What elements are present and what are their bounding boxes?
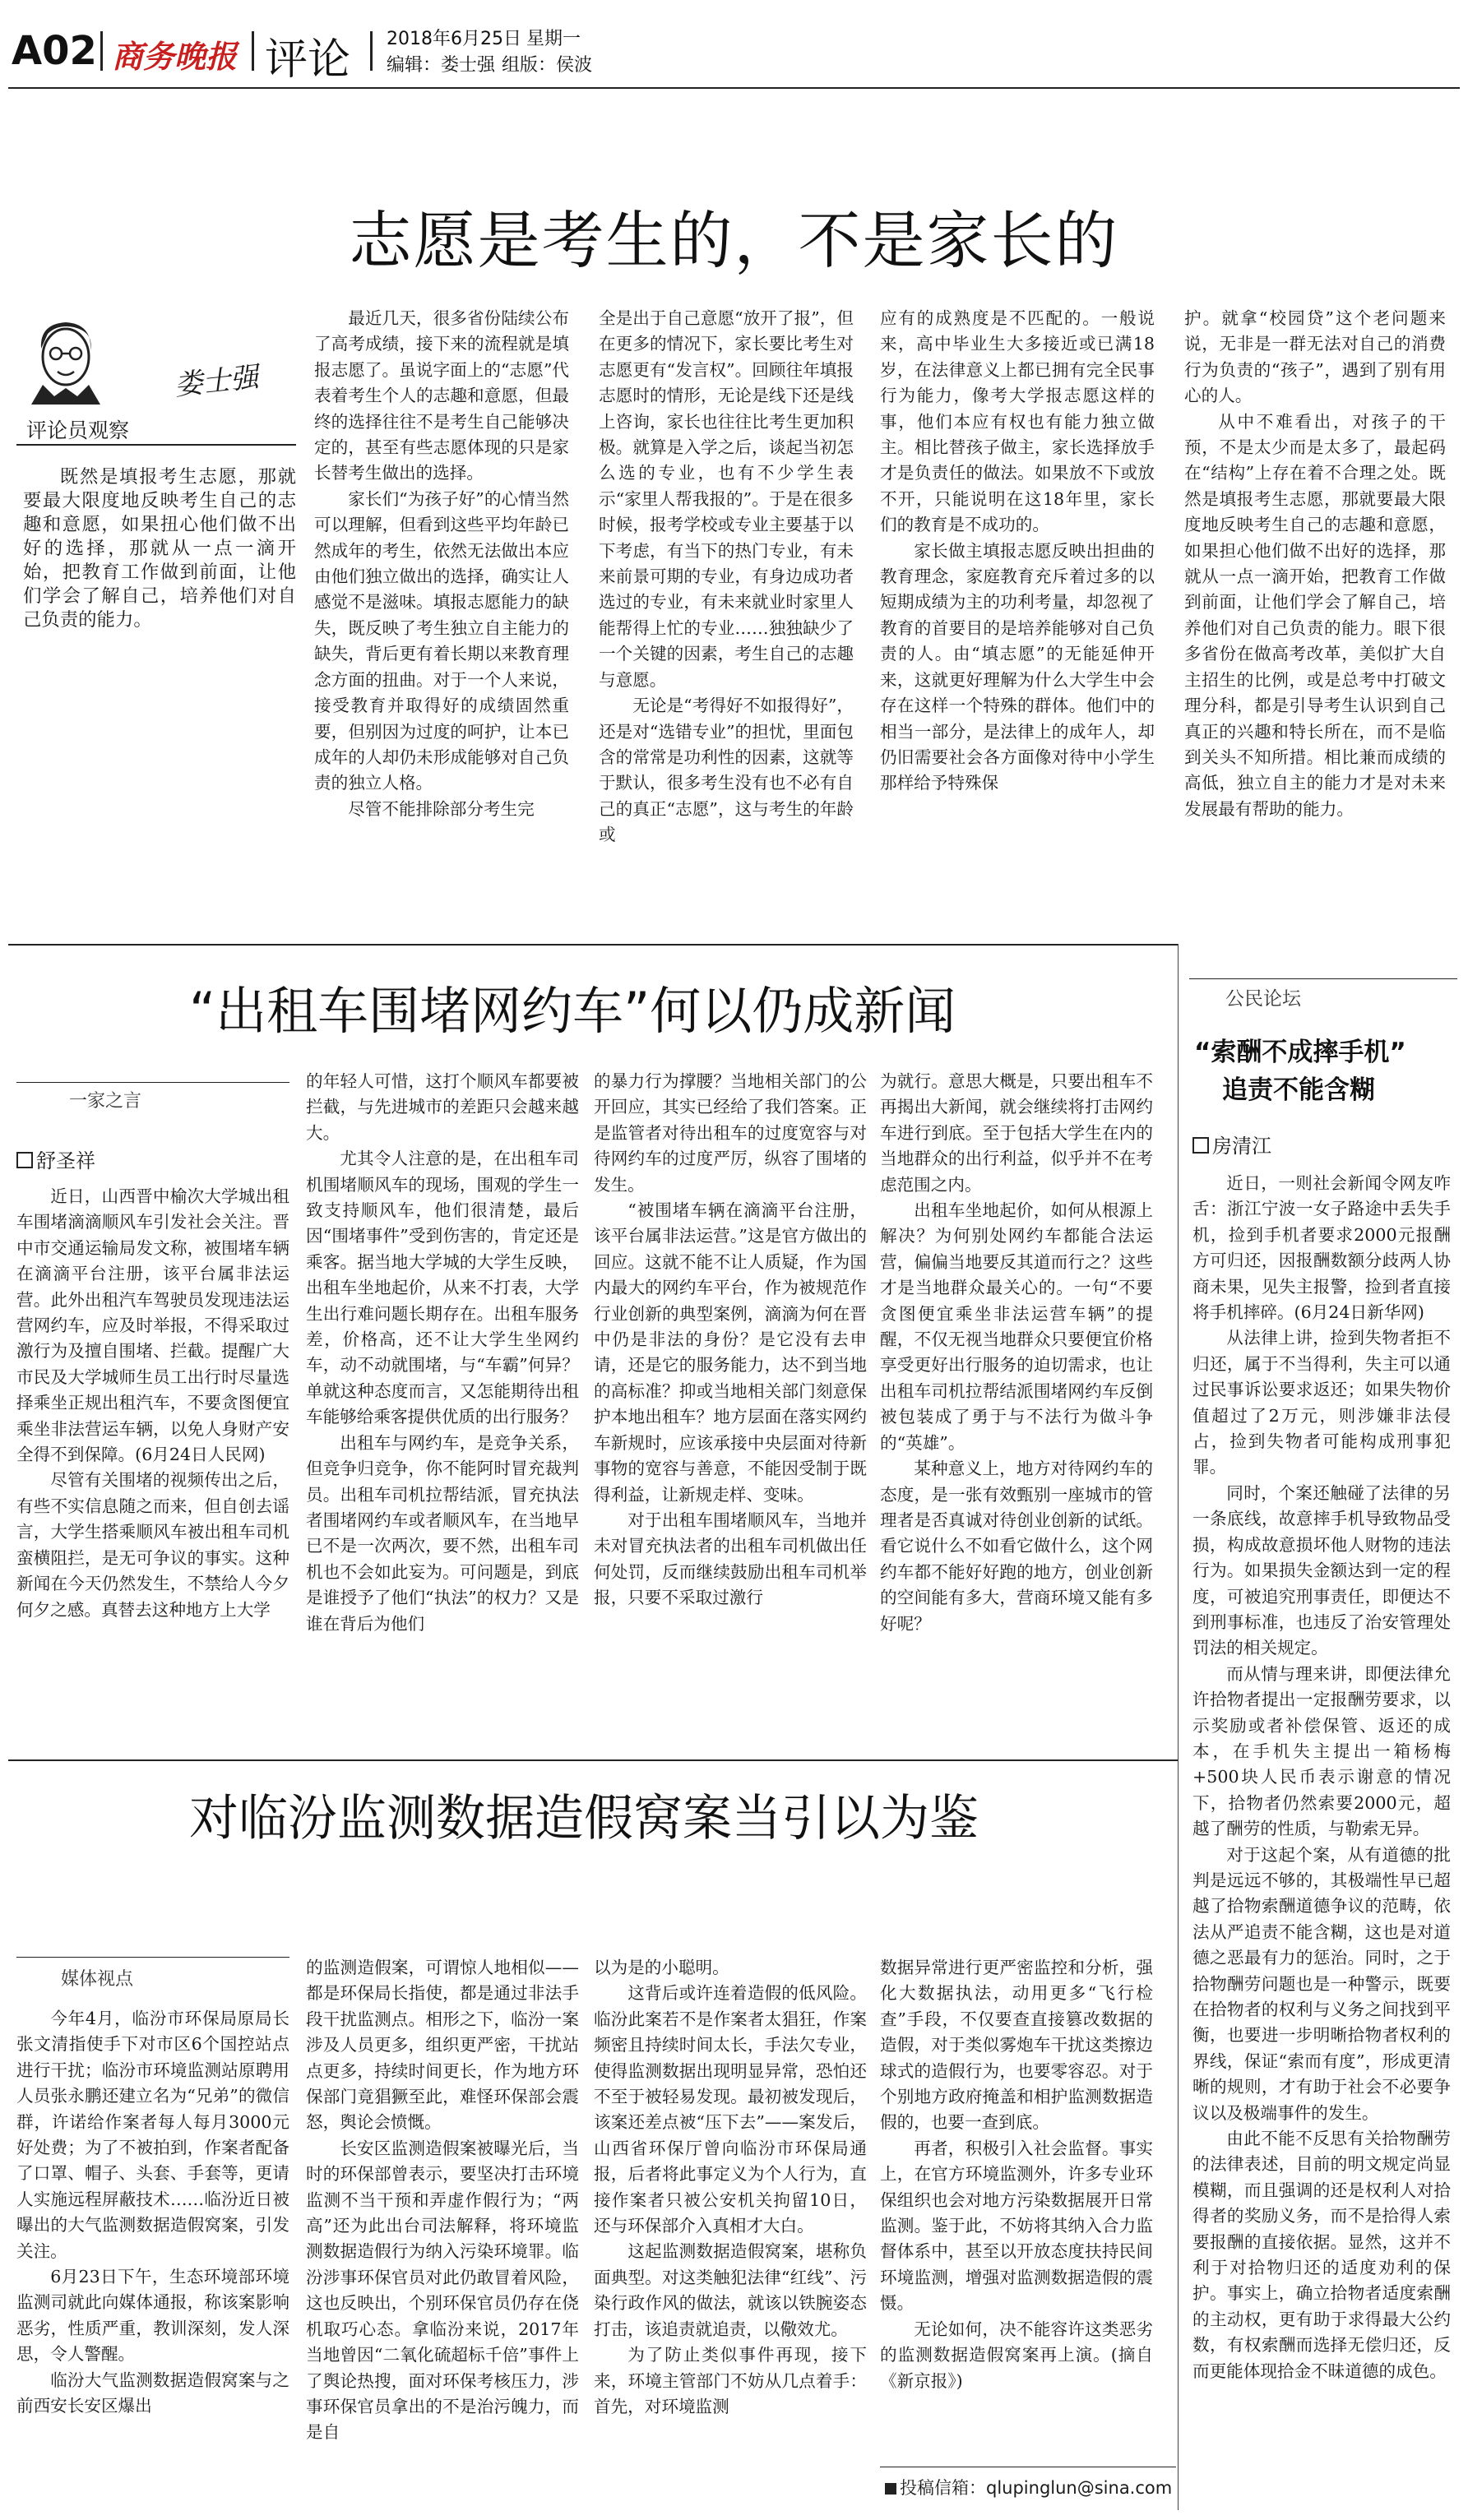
newspaper-logo: 商务晚报 [112, 38, 238, 75]
article2-column-rule [16, 1082, 289, 1083]
article1-bottom-rule [8, 944, 1178, 946]
article3-paragraph: 长安区监测造假案被曝光后，当时的环保部曾表示，要坚决打击环境监测不当干预和弄虚作假行为；“两高”还为此出台司法解释，将环境监测数据造假行为纳入污染环境罪。临汾涉事环保官员对此仍敢冒着风险，这也反映出，个别环保官员仍存在侥机取巧心态。拿临汾来说，2017年当地曾因“二氧化硫超标千倍”事件上了舆论热搜，面对环保考核压力，涉事环保官员拿出的不是治污魄力，而是自 [306, 2138, 579, 2443]
article2-col3 [594, 1069, 867, 1611]
article2-col2 [306, 1069, 579, 1634]
article2-bottom-rule [8, 1759, 1178, 1761]
article3-paragraph: 再者，积极引入社会监督。事实上，在官方环境监测外，许多专业环保组织也会对地方污染数据展开日常监测。鉴于此，不妨将其纳入合力监督体系中，甚至以开放态度扶持民间环境监测，增强对监测数据造假的震慑。 [880, 2138, 1153, 2314]
article1-col1 [314, 306, 569, 908]
article1-col2 [599, 306, 854, 908]
article3-col4 [880, 1955, 1153, 2448]
masthead-rule [8, 87, 1460, 89]
article2-headline: “出租车围堵网约车”何以仍成新闻 [189, 981, 956, 1041]
article1-byline: 评论员观察 [26, 418, 130, 442]
issue-weekday: 星期一 [526, 29, 581, 49]
article4-headline-line2: 追责不能含糊 [1222, 1075, 1375, 1105]
article3-paragraph: 6月23日下午，生态环境部环境监测司就此向媒体通报，称该案影响恶劣，性质严重，教训深刻，发人深思，令人警醒。 [16, 2267, 289, 2365]
mail-square-icon [885, 2483, 896, 2495]
article4-paragraph: 对于这起个案，从有道德的批判是远远不够的，其极端性早已超越了拾物索酬道德争议的范畴，依法从严追责不能含糊，这也是对道德之恶最有力的惩治。同时，之于拾物酬劳问题也是一种警示，既要在拾物者的权利与义务之间找到平衡，也要进一步明晰拾物者权利的界线，保证“索而有度”，形成更清晰的规则，才有助于社会不必要争议以及极端事件的发生。 [1192, 1844, 1451, 2123]
article4-author-name: 房清江 [1212, 1135, 1271, 1158]
article2-paragraph: 对于出租车围堵顺风车，当地并未对冒充执法者的出租车司机做出任何处罚，反而继续鼓励出租车司机举报，只要不采取过激行 [594, 1510, 867, 1608]
article4-paragraph: 近日，一则社会新闻令网友咋舌：浙江宁波一女子路途中丢失手机，捡到手机者要求2000元报酬方可归还，因报酬数额分歧两人协商未果，见失主报警，捡到者直接将手机摔碎。(6月24日新华网) [1192, 1173, 1451, 1323]
article2-col4 [880, 1069, 1153, 1634]
article1-col4 [1184, 306, 1446, 908]
article2-paragraph: 某种意义上，地方对待网约车的态度，是一张有效甄别一座城市的管理者是否真诚对待创业创新的试纸。看它说什么不如看它做什么，这个网约车都不能好好跑的地方，创业创新的空间能有多大，营商环境又能有多好呢？ [880, 1459, 1153, 1634]
article4-paragraph: 同时，个案还触碰了法律的另一条底线，故意摔手机导致物品受损，构成故意损坏他人财物的违法行为。如果损失金额达到一定的程度，可被追究刑事责任，即便达不到刑事标准，也违反了治安管理处罚法的相关规定。 [1192, 1482, 1451, 1658]
article3-paragraph: 的监测造假案，可谓惊人地相似——都是环保局长指使，都是通过非法手段干扰监测点。相形之下，临汾一案涉及人员更多，组织更严密，干扰站点更多，持续时间更长，作为地方环保部门竟猖獗至此，难怪环保部会震怒，舆论会愤慨。 [306, 1958, 579, 2133]
masthead-divider-3 [370, 31, 373, 71]
layout-credit: 组版：侯波 [502, 55, 593, 76]
article4-column-tag: 公民论坛 [1225, 988, 1301, 1010]
article1-paragraph: 护。就拿“校园贷”这个老问题来说，无非是一群无法对自己的消费行为负责的“孩子”，遇到了别有用心的人。 [1184, 308, 1446, 406]
masthead-divider-1 [100, 31, 103, 71]
article1-col3 [880, 306, 1155, 908]
editor-credit: 编辑：娄士强 [387, 55, 496, 76]
article1-byline-rule [16, 444, 296, 446]
masthead-divider-2 [252, 31, 254, 71]
article3-paragraph: 今年4月，临汾市环保局原局长张文清指使手下对市区6个国控站点进行干扰；临汾市环境监测站原聘用人员张永鹏还建立名为“兄弟”的微信群，许诺给作案者每人每月3000元好处费；为了不被拍到，作案者配备了口罩、帽子、头套、手套等，更请人实施远程屏蔽技术……临汾近日被曝出的大气监测数据造假窝案，引发关注。 [16, 2009, 289, 2261]
article3-col3 [594, 1955, 867, 2508]
author-portrait [25, 316, 107, 405]
article2-paragraph: 近日，山西晋中榆次大学城出租车围堵滴滴顺风车引发社会关注。晋中市交通运输局发文称，被围堵车辆在滴滴平台注册，该平台属非法运营。此外出租汽车驾驶员发现违法运营网约车，应及时举报，不得采取过激行为及擅自围堵、拦截。提醒广大市民及大学城师生员工出行时尽量选择乘坐正规出租汽车，不要贪图便宜乘坐非法营运车辆，以免人身财产安全得不到保障。(6月24日人民网) [16, 1186, 289, 1465]
article2-paragraph: 为就行。意思大概是，只要出租车不再揭出大新闻，就会继续将打击网约车进行到底。至于包括大学生在内的当地群众的出行利益，似乎并不在考虑范围之内。 [880, 1071, 1153, 1195]
article3-paragraph: 为了防止类似事件再现，接下来，环境主管部门不妨从几点着手：首先，对环境监测 [594, 2345, 867, 2416]
article1-paragraph: 全是出于自己意愿“放开了报”，但在更多的情况下，家长要比考生对志愿更有“发言权”。回顾往年填报志愿时的情形，无论是线下还是线上咨询，家长也往往比考生更加积极。就算是入学之后，谈起当初怎么选的专业，也有不少学生表示“家里人帮我报的”。于是在很多时候，报考学校或专业主要基于以下考虑，有当下的热门专业，有未来前景可期的专业，有身边成功者选过的专业，有未来就业时家里人能帮得上忙的专业……独独缺少了一个关键的因素，考生自己的志趣与意愿。 [599, 308, 854, 690]
article3-headline: 对临汾监测数据造假窝案当引以为鉴 [189, 1790, 979, 1847]
sidebar-divider [1178, 944, 1179, 2510]
article1-paragraph: 最近几天，很多省份陆续公布了高考成绩，接下来的流程就是填报志愿了。虽说字面上的“志愿”代表着考生个人的志趣和意愿，但最终的选择往往不是考生自己能够决定的，甚至有些志愿体现的只是家长替考生做出的选择。 [314, 308, 569, 483]
article1-paragraph: 无论是“考得好不如报得好”，还是对“选错专业”的担忧，里面包含的常常是功利性的因素，这就等于默认，很多考生没有也不必有自己的真正“志愿”，这与考生的年龄或 [599, 696, 854, 845]
article2-column-tag: 一家之言 [69, 1091, 142, 1112]
article3-paragraph: 无论如何，决不能容许这类恶劣的监测数据造假窝案再上演。(摘自《新京报》) [880, 2319, 1153, 2391]
article1-lead: 既然是填报考生志愿，那就要最大限度地反映考生自己的志趣和意愿，如果扭心他们做不出好的选择，那就从一点一滴开始，把教育工作做到前面，让他们学会了解自己，培养他们对自己负责的能力。 [23, 466, 296, 631]
article1-paragraph: 应有的成熟度是不匹配的。一般说来，高中毕业生大多接近或已满18岁，在法律意义上都已拥有完全民事行为能力，像考大学报志愿这样的事，他们本应有权也有能力独立做主。相比替孩子做主，家长选择放手才是负责任的做法。如果放不下或放不开，只能说明在这18年里，家长们的教育是不成功的。 [880, 308, 1155, 535]
article4-author [1192, 1130, 1271, 1158]
article1-paragraph: 家长们“为孩子好”的心情当然可以理解，但看到这些平均年龄已然成年的考生，依然无法做出本应由他们独立做出的选择，确实让人感觉不是滋味。填报志愿能力的缺失，既反映了考生独立自主能力的缺失，背后更有着长期以来教育理念方面的扭曲。对于一个人来说，接受教育并取得好的成绩固然重要，但别因为过度的呵护，让本已成年的人却仍未形成能够对自己负责的独立人格。 [314, 488, 569, 793]
author-signature: 娄士强 [173, 360, 261, 403]
article3-paragraph: 以为是的小聪明。 [594, 1958, 729, 1977]
article1-paragraph: 尽管不能排除部分考生完 [348, 798, 535, 819]
article3-column-rule [16, 1957, 289, 1958]
sidebar-top-rule [1189, 978, 1457, 979]
author-square-icon [1192, 1137, 1209, 1154]
article2-author [16, 1144, 95, 1173]
section-title: 评论 [265, 35, 351, 85]
article4-paragraph: 由此不能不反思有关拾物酬劳的法律表述，目前的明文规定尚显模糊，而且强调的还是权利人对拾得者的奖励义务，而不是拾得人索要报酬的直接依据。显然，这并不利于对拾物归还的适度劝利的保护。事实上，确立拾物者适度索酬的主动权，更有助于求得最大公约数，有权索酬而选择无偿归还，反而更能体现拾金不昧道德的成色。 [1192, 2129, 1451, 2381]
issue-date: 2018年6月25日 [387, 29, 521, 49]
submission-email [885, 2475, 1172, 2499]
article1-paragraph: 从中不难看出，对孩子的干预，不是太少而是太多了，最起码在“结构”上存在着不合理之处。既然是填报考生志愿，那就要最大限度地反映考生自己的志趣和意愿，如果担心他们做不出好的选择，那就从一点一滴开始，把教育工作做到前面，让他们学会了解自己，培养他们对自己负责的能力。眼下很多省份在做高考改革，美似扩大自主招生的比例，或是总考中打破文理分科，都是引导考生认识到自己真正的兴趣和特长所在，而不是临到关头不知所措。相比兼而成绩的高低，独立自主的能力才是对未来发展最有帮助的能力。 [1184, 411, 1446, 819]
article2-paragraph: 尽管有关围堵的视频传出之后，有些不实信息随之而来，但自创去谣言，大学生搭乘顺风车被出租车司机蛮横阻拦，是无可争议的事实。这种新闻在今天仍然发生，不禁给人今夕何夕之感。真替去这种地方上大学 [16, 1470, 289, 1620]
article3-column-tag: 媒体视点 [61, 1969, 134, 1990]
article1-headline: 志愿是考生的，不是家长的 [349, 204, 1119, 277]
author-square-icon [16, 1152, 33, 1168]
article2-paragraph: 的年轻人可惜，这打个顺风车都要被拦截，与先进城市的差距只会越来越大。 [306, 1071, 579, 1143]
article2-paragraph: 出租车与网约车，是竞争关系，但竞争归竞争，你不能阿时冒充裁判员。出租车司机拉帮结派，冒充执法者围堵网约车或者顺风车，在当地早已不是一次两次，要不然，出租车司机也不会如此妄为。可问题是，到底是谁授予了他们“执法”的权力？又是谁在背后为他们 [306, 1432, 579, 1634]
article2-paragraph: 的暴力行为撑腰？当地相关部门的公开回应，其实已经给了我们答案。正是监管者对待出租车的过度宽容与对待网约车的过度严厉，纵容了围堵的发生。 [594, 1071, 867, 1195]
article2-paragraph: “被围堵车辆在滴滴平台注册，该平台属非法运营。”这是官方做出的回应。这就不能不让人质疑，作为国内最大的网约车平台，作为被规范作行业创新的典型案例，滴滴为何在晋中仍是非法的身份？是它没有去申请，还是它的服务能力，达不到当地的高标准？抑或当地相关部门刻意保护本地出租车？地方层面在落实网约车新规时，应该承接中央层面对待新事物的宽容与善意，不能因受制于既得利益，让新规走样、变味。 [594, 1200, 867, 1505]
article3-col1 [16, 2006, 289, 2508]
article4-body [1192, 1171, 1451, 2511]
page-number: A02 [12, 28, 97, 74]
article4-headline-line1: “索酬不成摔手机” [1194, 1038, 1406, 1067]
article2-paragraph: 尤其令人注意的是，在出租车司机围堵顺风车的现场，围观的学生一致支持顺风车，他们很清楚，最后因“围堵事件”受到伤害的，肯定还是乘客。据当地大学城的大学生反映，出租车坐地起价，从来不打表，大学生出行难问题长期存在。出租车服务差，价格高，还不让大学生坐网约车，动不动就围堵，与“车霸”何异？单就这种态度而言，又怎能期待出租车能够给乘客提供优质的出行服务？ [306, 1149, 579, 1427]
article4-paragraph: 而从情与理来讲，即便法律允许拾物者提出一定报酬劳要求，以示奖励或者补偿保管、返还的成本，在手机失主提出一箱杨梅+500块人民币表示谢意的情况下，拾物者仍然索要2000元，超越了酬劳的性质，与勒索无异。 [1192, 1663, 1451, 1839]
email-label: 投稿信箱： [900, 2478, 986, 2498]
article2-col1 [16, 1184, 289, 1620]
email-address: qlupinglun@sina.com [986, 2478, 1173, 2498]
article3-paragraph: 这起监测数据造假窝案，堪称负面典型。对这类触犯法律“红线”、污染行政作风的做法，就该以铁腕姿态打击，该追责就追责，以儆效尤。 [594, 2241, 867, 2339]
article3-paragraph: 数据异常进行更严密监控和分析，强化大数据执法，动用更多“飞行检查”手段，不仅要查直接篡改数据的造假，对于类似雾炮车干扰这类擦边球式的造假行为，也要零容忍。对于个别地方政府掩盖和相护监测数据造假的，也要一查到底。 [880, 1958, 1153, 2133]
article3-paragraph: 这背后或许连着造假的低风险。临汾此案若不是作案者太猖狂，作案频密且持续时间太长，手法欠专业，使得监测数据出现明显异常，恐怕还不至于被轻易发现。最初被发现后，该案还差点被“压下去”——案发后，山西省环保厅曾向临汾市环保局通报，后者将此事定义为个人行为，直接作案者只被公安机关拘留10日，还与环保部介入真相才大白。 [594, 1983, 867, 2236]
article2-author-name: 舒圣祥 [36, 1149, 95, 1172]
article3-paragraph: 临汾大气监测数据造假窝案与之前西安长安区爆出 [16, 2370, 289, 2416]
article3-col2 [306, 1955, 579, 2508]
article2-paragraph: 出租车坐地起价，如何从根源上解决？为何别处网约车都能合法运营，偏偏当地要反其道而行之？这些才是当地群众最关心的。一句“不要贪图便宜乘坐非法运营车辆”的提醒，不仅无视当地群众只要便宜价格享受更好出行服务的迫切需求，也让出租车司机拉帮结派围堵网约车反倒被包装成了勇于与不法行为做斗争的“英雄”。 [880, 1200, 1153, 1453]
article1-paragraph: 家长做主填报志愿反映出担曲的教育理念，家庭教育充斥着过多的以短期成绩为主的功利考量，却忽视了教育的首要目的是培养能够对自己负责的人。由“填志愿”的无能延伸开来，这就更好理解为什么大学生中会存在这样一个特殊的群体。他们中的相当一部分，是法律上的成年人，却仍旧需要社会各方面像对待中小学生那样给予特殊保 [880, 540, 1155, 793]
article4-paragraph: 从法律上讲，捡到失物者拒不归还，属于不当得利，失主可以通过民事诉讼要求返还；如果失物价值超过了2万元，则涉嫌非法侵占，捡到失物者可能构成刑事犯罪。 [1192, 1328, 1451, 1477]
